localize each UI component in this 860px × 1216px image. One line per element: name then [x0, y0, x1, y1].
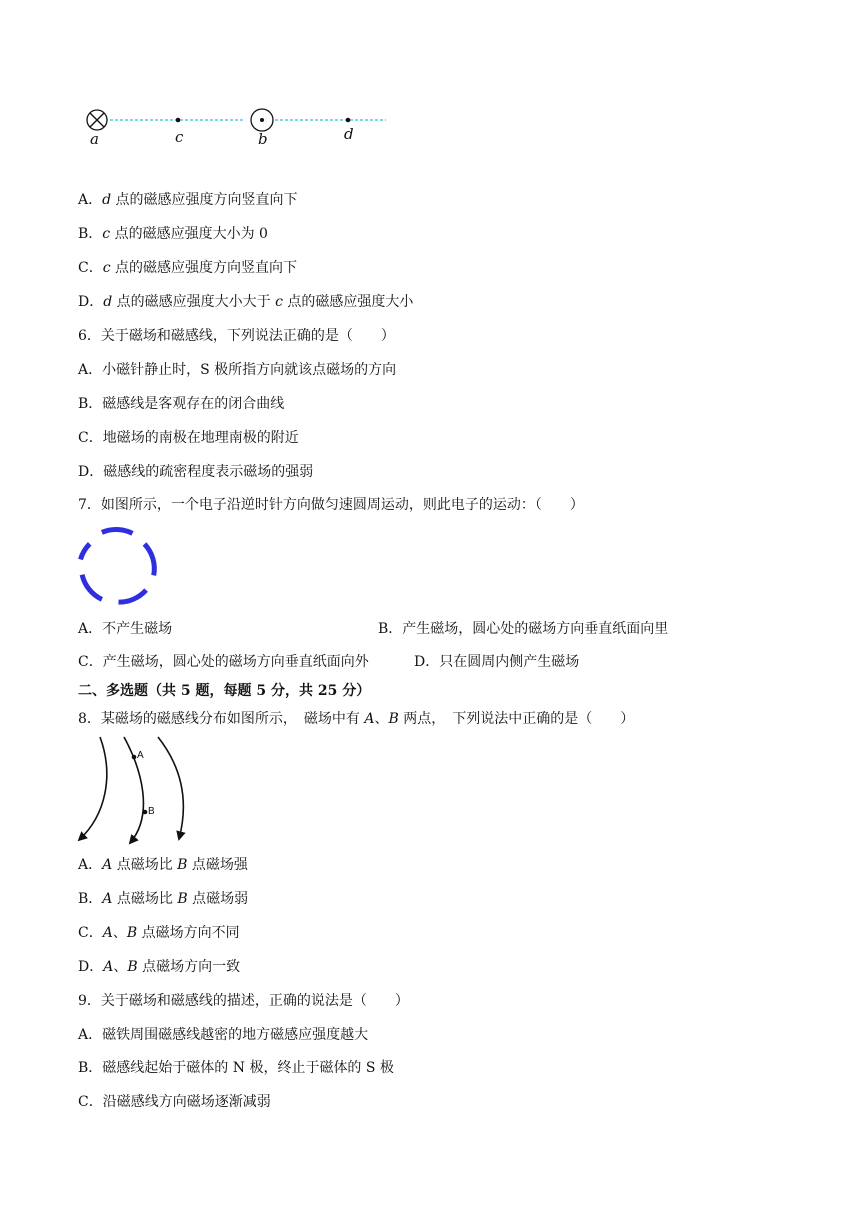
q7-option-d: D．只在圆周内侧产生磁场 [414, 654, 580, 670]
section-multi-choice-heading: 二、多选题（共 5 题，每题 5 分，共 25 分） [78, 683, 371, 699]
point-a-dot [132, 755, 137, 760]
fig-label-b: B [148, 806, 155, 817]
q6-stem: 6．关于磁场和磁感线，下列说法正确的是（ ） [78, 328, 395, 344]
q9-option-a: A．磁铁周围磁感线越密的地方磁感应强度越大 [78, 1027, 369, 1043]
q7-stem: 7．如图所示，一个电子沿逆时针方向做匀速圆周运动，则此电子的运动：（ ） [78, 497, 584, 513]
figure-electron-orbit [74, 524, 164, 614]
q7-option-c: C．产生磁场，圆心处的磁场方向垂直纸面向外 [78, 654, 369, 670]
point-d-dot [346, 118, 351, 123]
q6-option-a: A．小磁针静止时，S 极所指方向就该点磁场的方向 [78, 362, 397, 378]
wire-a-into-page-icon [87, 110, 107, 130]
fig-label-a: A [137, 750, 144, 761]
q5-option-a: A．d 点的磁感应强度方向竖直向下 [78, 192, 298, 208]
q9-option-b: B．磁感线起始于磁体的 N 极，终止于磁体的 S 极 [78, 1060, 394, 1076]
q7-option-a: A．不产生磁场 [78, 621, 173, 637]
point-b-dot [143, 810, 148, 815]
label-b: b [258, 130, 268, 148]
q9-stem: 9．关于磁场和磁感线的描述，正确的说法是（ ） [78, 993, 409, 1009]
q8-option-d: D．A、B 点磁场方向一致 [78, 959, 241, 975]
q8-stem: 8．某磁场的磁感线分布如图所示， 磁场中有 A、B 两点， 下列说法中正确的是（ ） [78, 711, 635, 727]
q8-option-b: B．A 点磁场比 B 点磁场弱 [78, 891, 249, 907]
q8-option-c: C．A、B 点磁场方向不同 [78, 925, 240, 941]
q5-option-c: C．c 点的磁感应强度方向竖直向下 [78, 260, 298, 276]
label-d: d [344, 125, 354, 143]
wire-b-out-of-page-icon [251, 109, 273, 131]
q5-option-d: D．d 点的磁感应强度大小大于 c 点的磁感应强度大小 [78, 294, 414, 310]
q6-option-c: C．地磁场的南极在地理南极的附近 [78, 430, 299, 446]
q8-option-a: A．A 点磁场比 B 点磁场强 [78, 857, 248, 873]
label-a: a [90, 130, 99, 148]
q6-option-b: B．磁感线是客观存在的闭合曲线 [78, 396, 285, 412]
q7-option-b: B．产生磁场，圆心处的磁场方向垂直纸面向里 [378, 621, 669, 637]
q9-option-c: C．沿磁感线方向磁场逐渐减弱 [78, 1094, 271, 1110]
label-c: c [175, 128, 184, 146]
q5-option-b: B．c 点的磁感应强度大小为 0 [78, 226, 268, 242]
q6-option-d: D．磁感线的疏密程度表示磁场的强弱 [78, 464, 314, 480]
point-c-dot [176, 118, 181, 123]
